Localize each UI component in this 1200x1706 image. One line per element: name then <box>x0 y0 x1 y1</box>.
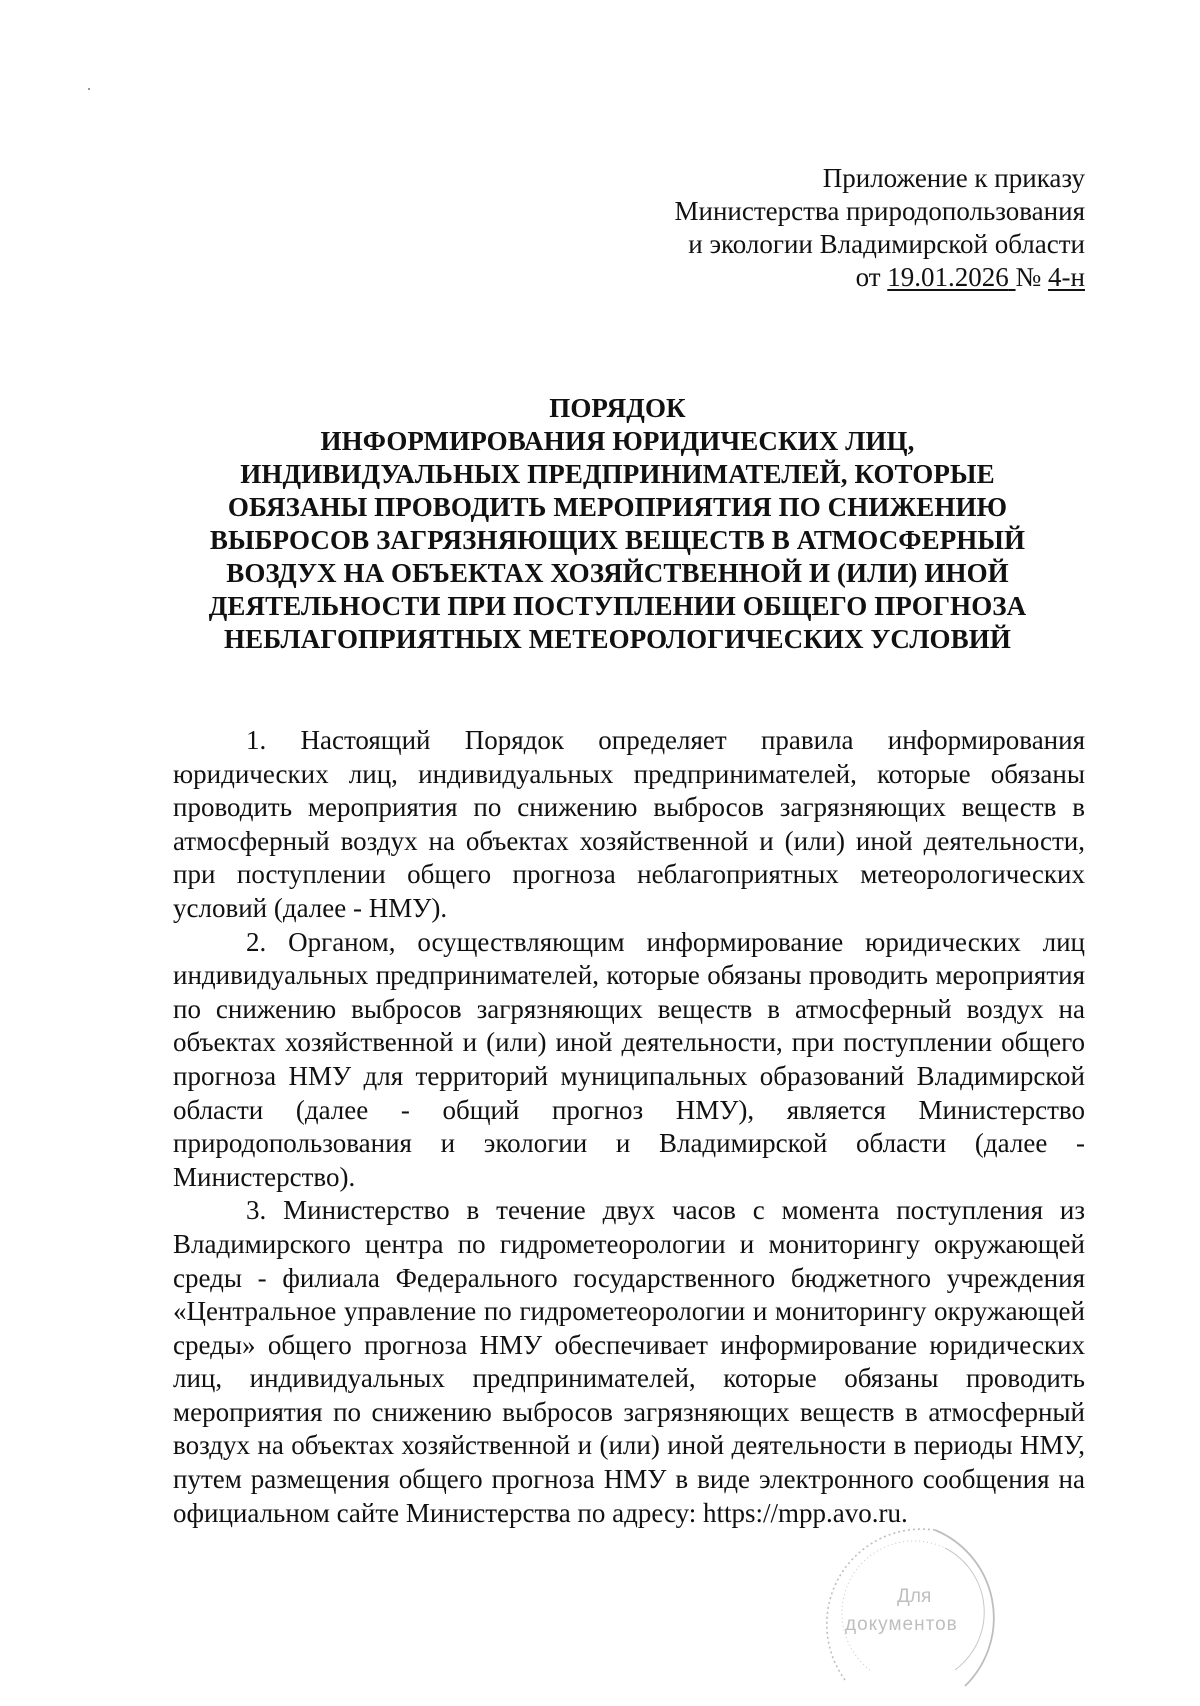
official-stamp <box>815 1520 1025 1690</box>
title-line: ВОЗДУХ НА ОБЪЕКТАХ ХОЗЯЙСТВЕННОЙ И (ИЛИ) ИНОЙ <box>226 558 1009 588</box>
title-line: ИНДИВИДУАЛЬНЫХ ПРЕДПРИНИМАТЕЛЕЙ, КОТОРЫЕ <box>240 459 995 489</box>
number-prefix: № <box>1015 262 1042 292</box>
title-line: НЕБЛАГОПРИЯТНЫХ МЕТЕОРОЛОГИЧЕСКИХ УСЛОВИЙ <box>224 624 1011 654</box>
scan-speck <box>88 88 90 90</box>
paragraph-2: 2. Органом, осуществляющим информирование юридических лиц индивидуальных предпринимателей, которые обязаны проводить мероприятия по снижению выбросов загрязняющих веществ в атмосферный воздух на объектах хозяйственной и (или) иной деятельности, при поступлении общего прогноза НМУ для территорий муниципальных образований Владимирской области (далее - общий прогноз НМУ), является Министерство природопользования и экологии и Владимирской области (далее - Министерство). <box>173 926 1085 1192</box>
title-line: ИНФОРМИРОВАНИЯ ЮРИДИЧЕСКИХ ЛИЦ, <box>320 426 915 456</box>
paragraph-1: 1. Настоящий Порядок определяет правила информирования юридических лиц, индивидуальных предпринимателей, которые обязаны проводить мероприятия по снижению выбросов загрязняющих веществ в атмосферный воздух на объектах хозяйственной и (или) иной деятельности, при поступлении общего прогноза неблагоприятных метеорологических условий (далее - НМУ). <box>173 725 1085 923</box>
document-title <box>150 392 1085 656</box>
order-reference-header <box>560 162 1085 294</box>
header-line-ministry: Министерства природопользования <box>674 196 1085 226</box>
title-line: ДЕЯТЕЛЬНОСТИ ПРИ ПОСТУПЛЕНИИ ОБЩЕГО ПРОГНОЗА <box>208 591 1027 621</box>
document-body <box>173 724 1085 1530</box>
stamp-text-line-1: Для <box>897 1586 932 1607</box>
stamp-graphic <box>815 1520 1025 1690</box>
header-line-appendix: Приложение к приказу <box>822 163 1085 193</box>
title-line: ПОРЯДОК <box>549 393 686 423</box>
stamp-outer-arc <box>935 1530 994 1686</box>
stamp-text-line-2: документов <box>845 1614 958 1635</box>
title-line: ВЫБРОСОВ ЗАГРЯЗНЯЮЩИХ ВЕЩЕСТВ В АТМОСФЕРНЫЙ <box>209 525 1026 555</box>
order-number: 4-н <box>1048 262 1085 292</box>
paragraph-3: 3. Министерство в течение двух часов с момента поступления из Владимирского центра по гидрометеорологии и мониторингу окружающей среды - филиала Федерального государственного бюджетного учреждения «Центральное управление по гидрометеорологии и мониторингу окружающей среды» общего прогноза НМУ обеспечивает информирование юридических лиц, индивидуальных предпринимателей, которые обязаны проводить мероприятия по снижению выбросов загрязняющих веществ в атмосферный воздух на объектах хозяйственной и (или) иной деятельности в периоды НМУ, путем размещения общего прогноза НМУ в виде электронного сообщения на официальном сайте Министерства по адресу: https://mpp.avo.ru. <box>173 1195 1085 1528</box>
title-line: ОБЯЗАНЫ ПРОВОДИТЬ МЕРОПРИЯТИЯ ПО СНИЖЕНИЮ <box>227 492 1008 522</box>
header-line-date-number <box>560 261 1085 294</box>
header-line-region: и экологии Владимирской области <box>688 229 1085 259</box>
order-date-gap <box>1009 262 1016 292</box>
order-date: 19.01.2026 <box>887 262 1009 292</box>
date-prefix: от <box>855 262 881 292</box>
